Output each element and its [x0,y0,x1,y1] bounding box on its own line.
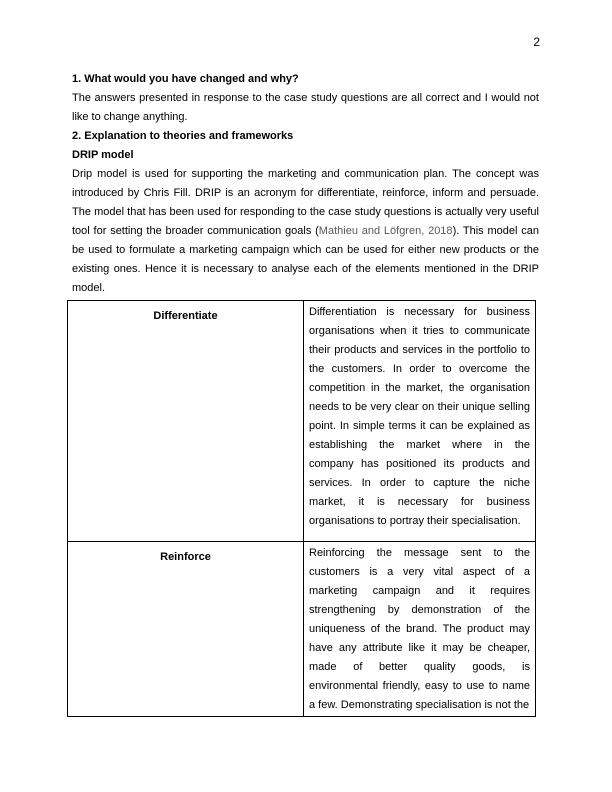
page-number: 2 [533,35,540,49]
term-cell: Reinforce [68,542,304,717]
drip-table [67,300,536,717]
section-1-body: The answers presented in response to the case study questions are all correct and I would not like to change anything. [72,92,539,123]
drip-paragraph-part-1: Drip model is used for supporting the marketing and communication plan. The concept was introduced by Chris Fill. DRIP is an acronym for differentiate, reinforce, inform and persuade. The model that has been used for responding to the case study questions is actually very useful tool for setting the broader communication goals ( [72,168,539,237]
drip-paragraph-part-2: ). This model can be used to formulate a marketing campaign which can be used for either new products or the existing ones. Hence it is necessary to analyse each of the elements mentioned in the DRIP model. [72,225,539,294]
drip-model-paragraph [72,165,539,298]
description-cell: Reinforcing the message sent to the customers is a very vital aspect of a marketing campaign and it requires strengthening by demonstration of the uniqueness of the brand. The product may have any attribute like it may be cheaper, made of better quality goods, is environmental friendly, easy to use to name a few. Demonstrating specialisation is not the [304,542,536,717]
term-cell: Differentiate [68,301,304,542]
document-body [72,70,539,717]
table-row [68,301,536,542]
section-1-heading: 1. What would you have changed and why? [72,73,299,85]
drip-model-subheading: DRIP model [72,149,134,161]
section-2-heading: 2. Explanation to theories and frameworks [72,130,294,142]
description-cell: Differentiation is necessary for business organisations when it tries to communicate their products and services in the portfolio to the customers. In order to overcome the competition in the market, the organisation needs to be very clear on their unique selling point. In simple terms it can be explained as establishing the market where in the company has positioned its products and services. In order to capture the niche market, it is necessary for business organisations to portray their specialisation. [304,301,536,542]
citation: Mathieu and Löfgren, 2018 [318,225,453,237]
table-row [68,542,536,717]
